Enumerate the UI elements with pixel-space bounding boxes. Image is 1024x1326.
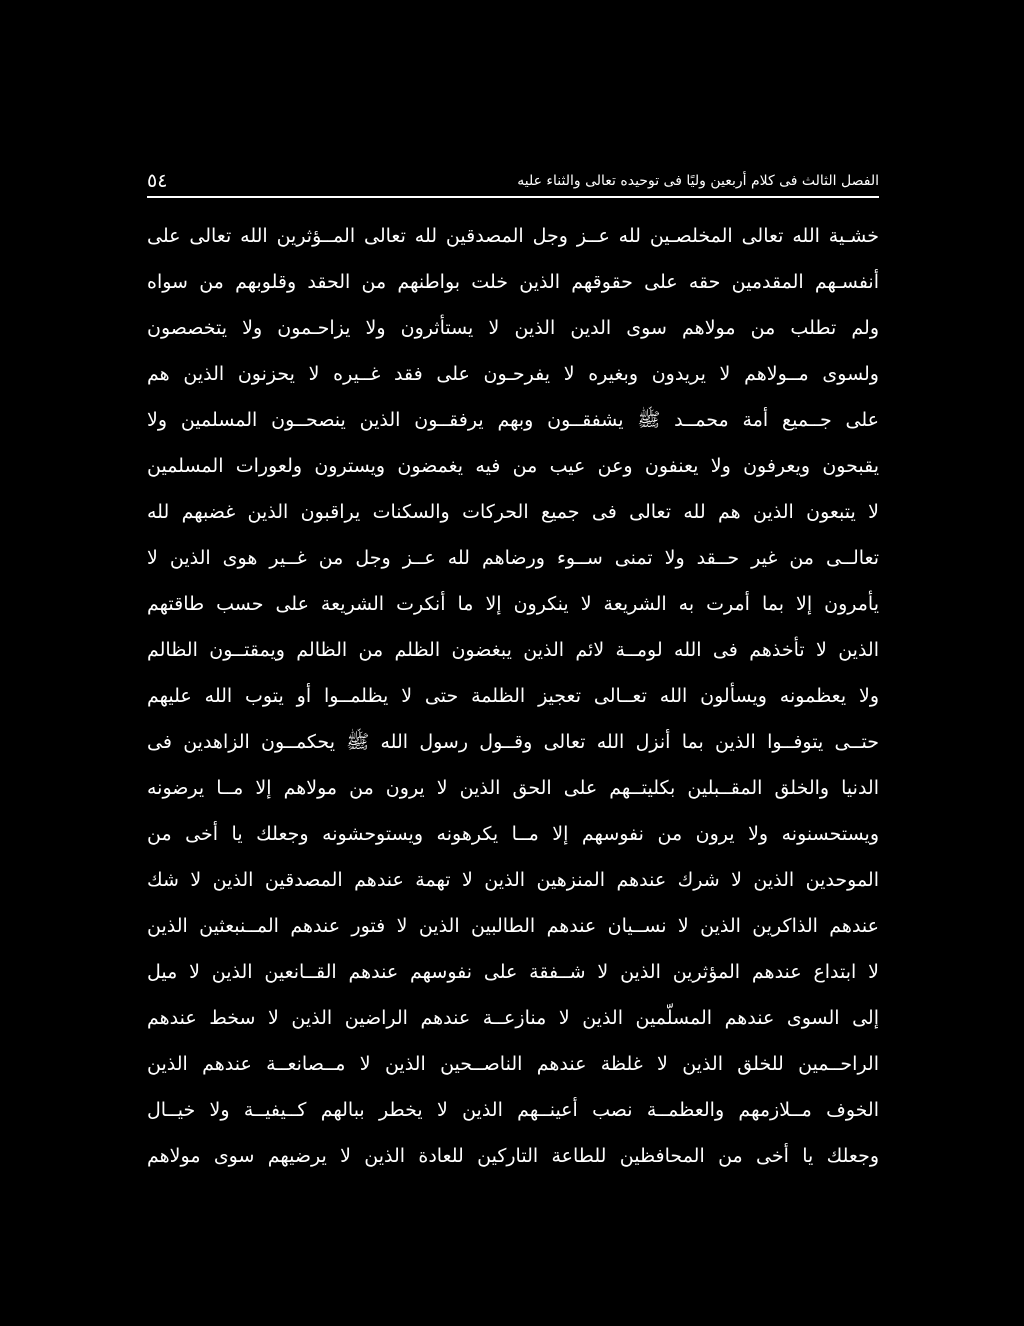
text-line: إلى السوى عندهم المسلّمين الذين لا منازعــة عندهم الراضين الذين لا سخط عندهم [147, 1007, 879, 1029]
text-line: أنفسـهم المقدمين حقه على حقوقهم الذين خلت بواطنهم من الحقد وقلوبهم من سواه [147, 271, 879, 293]
text-line: حتــى يتوفــوا الذين بما أنزل الله تعالى وقــول رسول الله ﷺ يحكمــون الزاهدين فى [147, 731, 879, 753]
page-header [147, 158, 879, 192]
running-title: الفصل الثالث فى كلام أربعين وليًا فى توحيده تعالى والثناء عليه [517, 173, 879, 189]
text-line: ويستحسنونه ولا يرون من نفوسهم إلا مــا يكرهونه ويستوحشونه وجعلك يا أخى من [147, 823, 879, 845]
text-line: لا ابتداع عندهم المؤثرين الذين لا شــفقة على نفوسهم عندهم القــانعين الذين لا ميل [147, 961, 879, 983]
text-line: الذين لا تأخذهم فى الله لومــة لائم الذين يبغضون الظلم من الظالم ويمقتــون الظالم [147, 639, 879, 661]
text-line: الموحدين الذين لا شرك عندهم المنزهين الذين لا تهمة عندهم المصدقين الذين لا شك [147, 869, 879, 891]
text-line: الدنيا والخلق المقــبلين بكليتــهم على الحق الذين لا يرون من مولاهم إلا مــا يرضونه [147, 777, 879, 799]
text-line: يقبحون ويعرفون ولا يعنفون وعن عيب من فيه يغمضون ويسترون ولعورات المسلمين [147, 455, 879, 477]
body-text [147, 213, 879, 1179]
text-line: تعالــى من غير حــقد ولا تمنى ســوء ورضاهم لله عــز وجل من غــير هوى الذين لا [147, 547, 879, 569]
text-line: ولسوى مــولاهم لا يريدون وبغيره لا يفرحـون على فقد غــيره لا يحزنون الذين هم [147, 363, 879, 385]
text-line: وجعلك يا أخى من المحافظين للطاعة التاركين للعادة الذين لا يرضيهم سوى مولاهم [147, 1145, 879, 1167]
header-rule [147, 196, 879, 198]
text-line: ولا يعظمونه ويسألون الله تعــالى تعجيز الظلمة حتى لا يظلمــوا أو يتوب الله عليهم [147, 685, 879, 707]
text-line: لا يتبعون الذين هم لله تعالى فى جميع الحركات والسكنات يراقبون الذين غضبهم لله [147, 501, 879, 523]
page-number: ٥٤ [147, 170, 168, 192]
text-line: على جــميع أمة محمــد ﷺ يشفقــون وبهم يرفقــون الذين ينصحــون المسلمين ولا [147, 409, 879, 431]
text-line: ولم تطلب من مولاهم سوى الدين الذين لا يستأثرون ولا يزاحـمون ولا يتخصصون [147, 317, 879, 339]
text-line: الراحــمين للخلق الذين لا غلظة عندهم الناصــحين الذين لا مــصانعــة عندهم الذين [147, 1053, 879, 1075]
text-line: يأمرون إلا بما أمرت به الشريعة لا ينكرون إلا ما أنكرت الشريعة على حسب طاقتهم [147, 593, 879, 615]
text-line: خشـية الله تعالى المخلصـين لله عــز وجل المصدقين لله تعالى المــؤثرين الله تعالى على [147, 225, 879, 247]
text-line: عندهم الذاكرين الذين لا نســيان عندهم الطالبين الذين لا فتور عندهم المــنبعثين الذين [147, 915, 879, 937]
text-line: الخوف مــلازمهم والعظمــة نصب أعينــهم الذين لا يخطر ببالهم كــيفيــة ولا خيــال [147, 1099, 879, 1121]
